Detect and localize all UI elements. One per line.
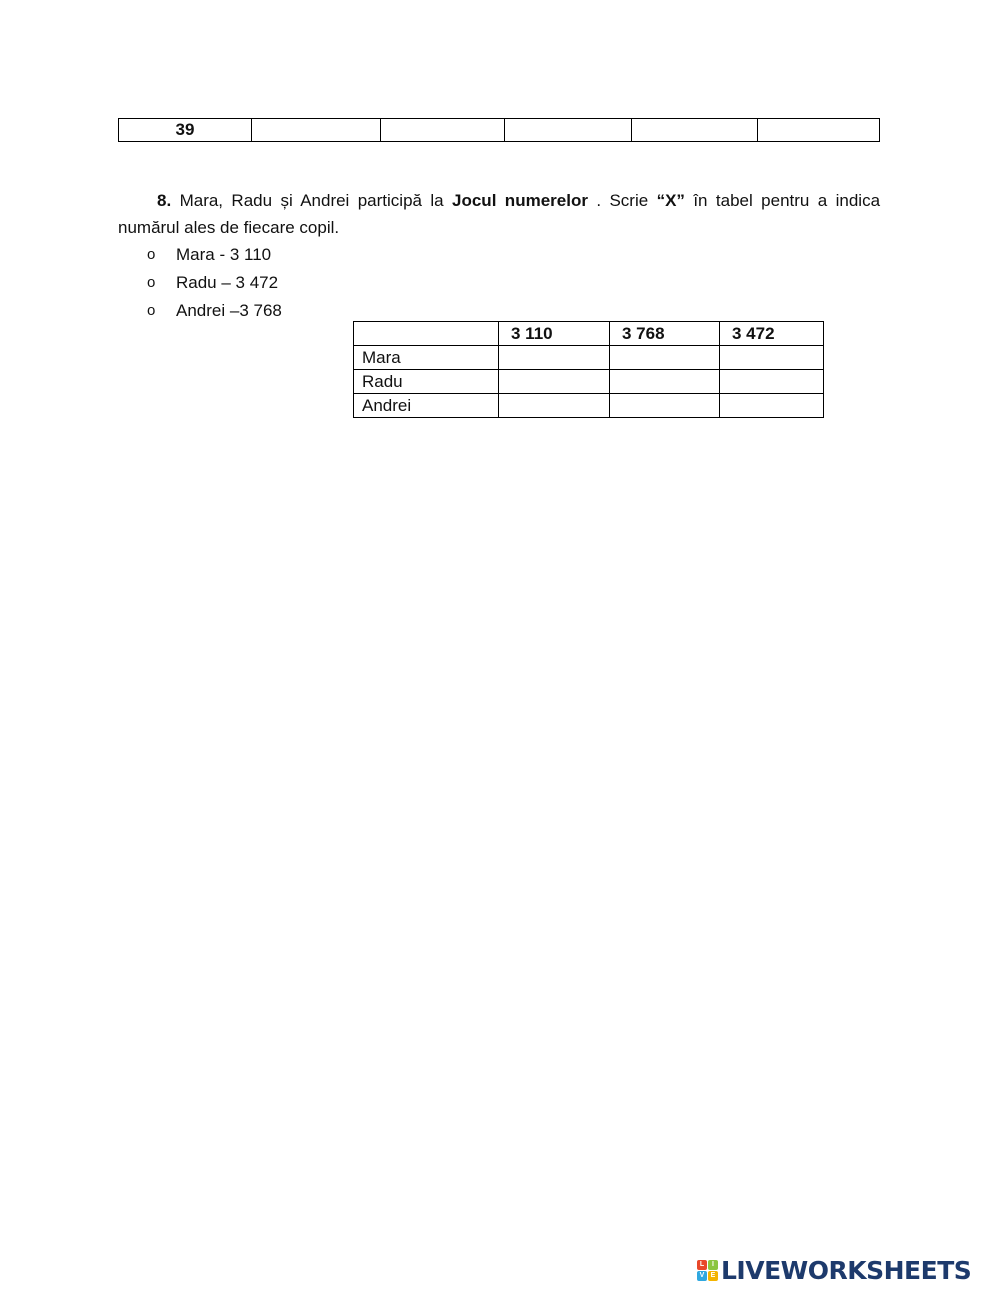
row-label: Radu	[354, 370, 499, 394]
answer-cell[interactable]	[610, 394, 720, 418]
corner-header	[354, 322, 499, 346]
list-item	[147, 297, 282, 325]
option-text: Andrei –3 768	[176, 301, 282, 320]
logo-squares-icon	[697, 1260, 718, 1281]
circle-bullet-icon: o	[147, 302, 156, 319]
answer-cell[interactable]	[252, 119, 381, 142]
answer-cell[interactable]	[610, 370, 720, 394]
list-item	[147, 241, 282, 269]
top-answer-table	[118, 118, 880, 142]
exercise-text-start: Mara, Radu și Andrei participă la	[171, 191, 453, 210]
table-row	[354, 346, 824, 370]
row-label: Mara	[354, 346, 499, 370]
answer-cell[interactable]	[610, 346, 720, 370]
exercise-text-mid: . Scrie	[587, 191, 657, 210]
answer-cell[interactable]	[720, 370, 824, 394]
table-row	[354, 370, 824, 394]
game-name: Jocul numerelor	[452, 191, 588, 210]
answer-cell[interactable]	[499, 346, 610, 370]
liveworksheets-logo	[697, 1256, 971, 1284]
table-row	[354, 394, 824, 418]
circle-bullet-icon: o	[147, 246, 156, 263]
row-label: Andrei	[354, 394, 499, 418]
answer-cell[interactable]	[499, 394, 610, 418]
exercise-number: 8.	[157, 191, 172, 210]
exercise-statement	[118, 187, 880, 241]
column-header: 3 472	[720, 322, 824, 346]
exercise-text-end: în tabel pentru a indica numărul ales de fiecare copil.	[118, 191, 881, 237]
x-mark-label: “X”	[656, 191, 685, 210]
answer-cell[interactable]	[632, 119, 758, 142]
logo-square: E	[708, 1271, 718, 1281]
option-text: Radu – 3 472	[176, 273, 279, 292]
table-row	[119, 119, 880, 142]
table-header-row	[354, 322, 824, 346]
column-header: 3 110	[499, 322, 610, 346]
list-item	[147, 269, 282, 297]
logo-square: L	[697, 1260, 707, 1270]
answer-grid-table	[353, 321, 824, 418]
row-number-cell: 39	[119, 119, 252, 142]
answer-cell[interactable]	[381, 119, 505, 142]
column-header: 3 768	[610, 322, 720, 346]
answer-cell[interactable]	[758, 119, 880, 142]
circle-bullet-icon: o	[147, 274, 156, 291]
answer-cell[interactable]	[505, 119, 632, 142]
option-text: Mara - 3 110	[176, 245, 272, 264]
logo-square: V	[697, 1271, 707, 1281]
logo-text: LIVEWORKSHEETS	[721, 1255, 972, 1285]
answer-cell[interactable]	[499, 370, 610, 394]
children-numbers-list	[147, 241, 282, 325]
answer-cell[interactable]	[720, 394, 824, 418]
logo-square: I	[708, 1260, 718, 1270]
answer-cell[interactable]	[720, 346, 824, 370]
